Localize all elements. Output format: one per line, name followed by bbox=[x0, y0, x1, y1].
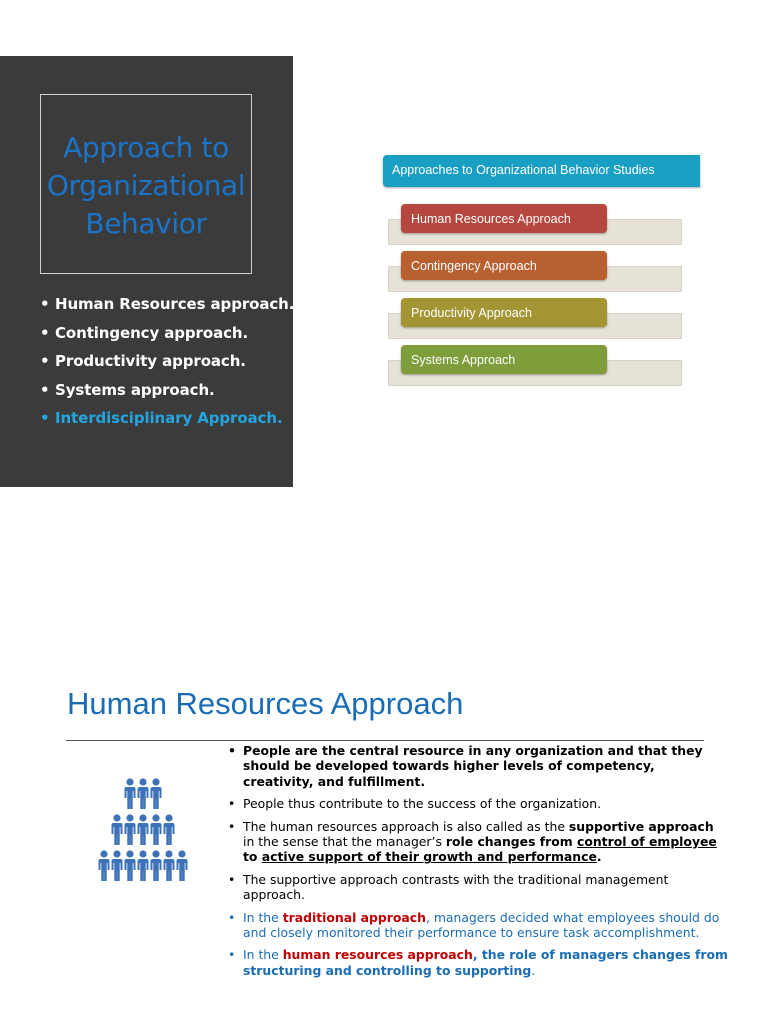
bullet-item bbox=[228, 796, 728, 811]
bullet-text: Human Resources approach. bbox=[55, 295, 295, 313]
diagram-box-label: Productivity Approach bbox=[411, 306, 532, 320]
slide1-title bbox=[41, 129, 251, 243]
person-icon bbox=[151, 814, 162, 845]
person-icon bbox=[151, 850, 162, 881]
person-icon bbox=[164, 814, 175, 845]
bullet-text: traditional approach bbox=[282, 909, 426, 925]
bullet-text: Contingency approach. bbox=[55, 323, 249, 342]
person-icon bbox=[125, 850, 136, 881]
bullet-text: Systems approach. bbox=[55, 380, 215, 399]
diagram-box-label: Human Resources Approach bbox=[411, 212, 571, 226]
bullet-text: to bbox=[243, 849, 262, 865]
person-icon bbox=[138, 778, 149, 809]
bullet-dot-icon: • bbox=[40, 295, 50, 313]
person-icon bbox=[138, 850, 149, 881]
bullet-text: The human resources approach is also called as the bbox=[243, 818, 569, 834]
bullet-text: . bbox=[420, 773, 426, 789]
title-line: Organizational bbox=[46, 169, 246, 202]
bullet-dot-icon: • bbox=[40, 323, 50, 342]
person-icon bbox=[112, 850, 123, 881]
bullet-text: control of employee bbox=[577, 834, 717, 850]
person-icon bbox=[164, 850, 175, 881]
diagram-header-text: Approaches to Organizational Behavior Studies bbox=[392, 163, 655, 177]
bullet-text: role changes from bbox=[445, 834, 577, 850]
bullet-dot-icon: • bbox=[40, 380, 50, 399]
title-divider bbox=[66, 740, 704, 741]
bullet-item bbox=[40, 376, 294, 405]
diagram-header bbox=[383, 155, 700, 187]
bullet-text: Interdisciplinary Approach. bbox=[55, 409, 283, 428]
diagram-box-label: Contingency Approach bbox=[411, 259, 537, 273]
person-icon bbox=[138, 814, 149, 845]
diagram-box-label: Systems Approach bbox=[411, 353, 516, 367]
bullet-item bbox=[228, 910, 728, 941]
diagram-box-productivity bbox=[401, 298, 607, 327]
bullet-text: People thus contribute to the success of the organization. bbox=[243, 796, 602, 812]
hr-approach-bullet-list bbox=[228, 743, 728, 985]
bullet-item bbox=[40, 319, 294, 348]
bullet-text: . bbox=[531, 962, 536, 978]
bullet-item bbox=[40, 290, 294, 319]
bullet-item bbox=[228, 947, 728, 978]
person-icon bbox=[125, 814, 136, 845]
bullet-text: In the bbox=[243, 947, 283, 963]
bullet-text: People are the central resource in any organization and that they should be developed towards higher levels of competency, creativity, and fulfillment bbox=[243, 743, 703, 789]
bullet-item bbox=[40, 347, 294, 376]
bullet-text: the role of managers changes from structuring and controlling to supporting bbox=[243, 947, 728, 978]
bullet-text: The supportive approach contrasts with the traditional management approach. bbox=[243, 871, 669, 903]
diagram-box-systems bbox=[401, 345, 607, 374]
approach-bullet-list bbox=[40, 290, 294, 433]
person-icon bbox=[99, 850, 110, 881]
bullet-item-highlighted bbox=[40, 404, 294, 433]
bullet-text: in the sense that the manager’s bbox=[243, 834, 446, 850]
diagram-box-human-resources bbox=[401, 204, 607, 233]
person-icon bbox=[177, 850, 188, 881]
person-icon bbox=[112, 814, 123, 845]
bullet-text: In the bbox=[243, 909, 283, 925]
diagram-box-contingency bbox=[401, 251, 607, 280]
person-icon bbox=[151, 778, 162, 809]
bullet-item bbox=[228, 819, 728, 865]
title-line: Approach to bbox=[63, 131, 229, 164]
bullet-dot-icon: • bbox=[40, 409, 50, 428]
bullet-text: human resources approach bbox=[282, 947, 473, 963]
bullet-item bbox=[228, 872, 728, 903]
title-line: Behavior bbox=[85, 207, 207, 240]
bullet-text: . bbox=[596, 849, 602, 865]
people-pyramid-icon bbox=[93, 776, 193, 888]
bullet-text: supportive approach bbox=[568, 818, 714, 834]
person-icon bbox=[125, 778, 136, 809]
bullet-text: active support of their growth and performance bbox=[261, 849, 597, 865]
bullet-item bbox=[228, 743, 728, 789]
bullet-dot-icon: • bbox=[40, 352, 50, 371]
bullet-text: Productivity approach. bbox=[55, 352, 246, 371]
title-box bbox=[40, 94, 252, 274]
bullet-text: , bbox=[472, 947, 482, 963]
slide2-title: Human Resources Approach bbox=[67, 686, 464, 721]
bullet-text: , managers decided what employees should do and closely monitored their performance to ensure task accomplishment. bbox=[243, 909, 720, 941]
